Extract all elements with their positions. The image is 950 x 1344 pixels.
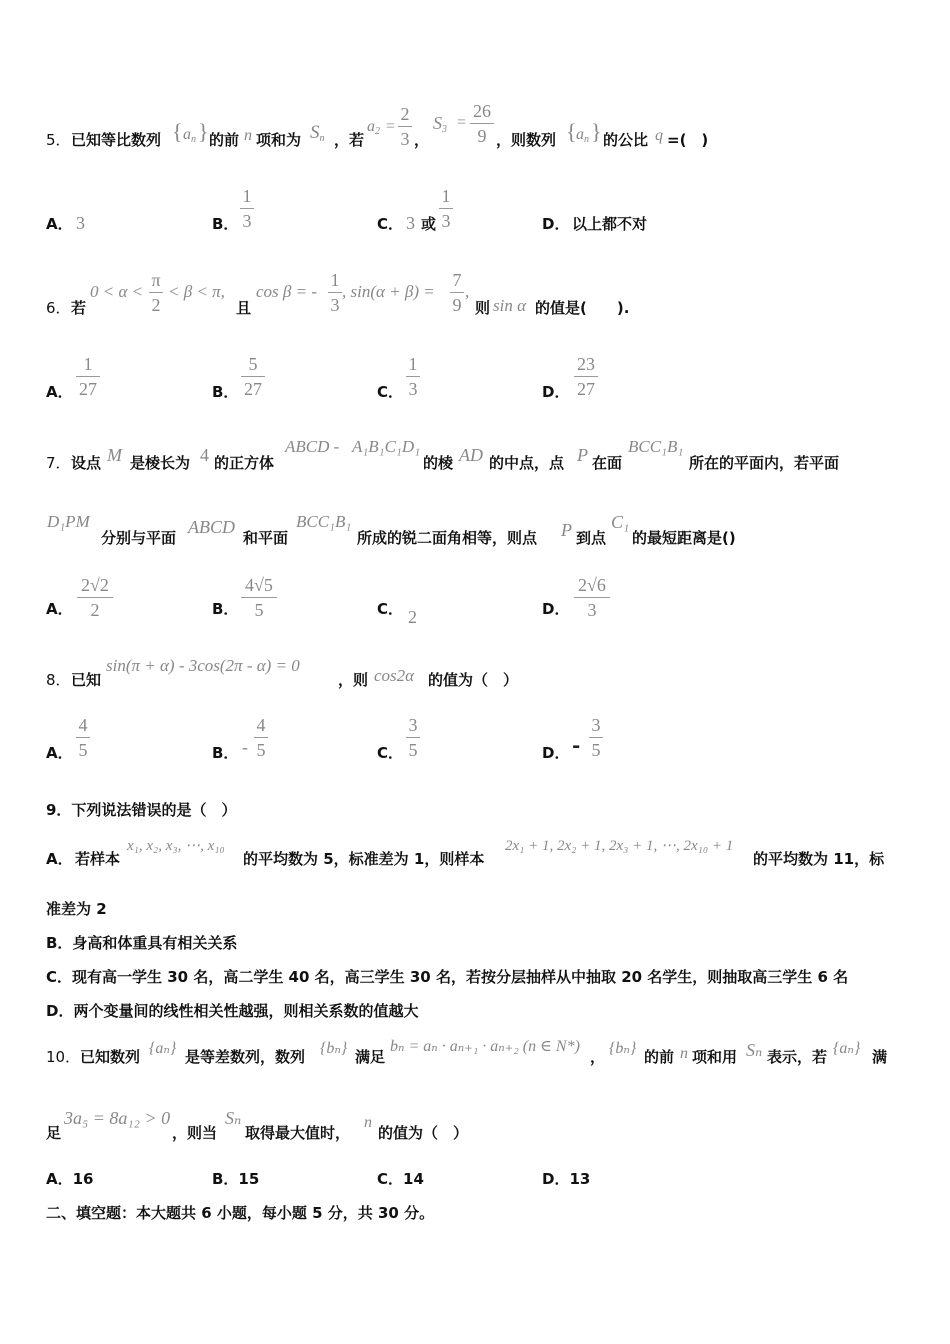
q7-face-2: BCC₁B₁ [296, 512, 352, 531]
q10-n-2: n [364, 1114, 372, 1131]
q7-P: P [577, 445, 588, 465]
q10-bn-2: {bₙ} [609, 1040, 637, 1057]
q7-text-1: 设点 [71, 454, 102, 472]
q8-equation: sin(π + α) - 3cos(2π - α) = 0 [106, 656, 300, 675]
q9-sample-x: x₁, x₂, x₃, ⋯, x₁₀ [127, 838, 225, 854]
q8-option-C-label: C． [377, 744, 404, 762]
q10-Sn-2: Sₙ [225, 1108, 242, 1128]
q7-option-A-label: A． [46, 600, 73, 618]
q7-cube-ABCD: ABCD - [285, 437, 340, 456]
q5-text-1: 已知等比数列 [71, 131, 162, 149]
q8-option-D-sign: - [572, 733, 581, 757]
q7-P-2: P [561, 520, 572, 540]
q6-option-C-label: C． [377, 383, 404, 401]
q10-text-7: 满 [872, 1048, 888, 1066]
q6-pi-over-2: π 2 [149, 270, 163, 315]
q7-option-D-label: D． [542, 600, 570, 618]
q7-text-7: 所在的平面内，若平面 [689, 454, 840, 472]
q5-text-2: 的前 [209, 131, 240, 149]
q7-text-5: 的中点，点 [489, 454, 565, 472]
q7-ABCD: ABCD [188, 517, 235, 537]
q7-option-D-fraction: 2√6 3 [574, 575, 610, 620]
q9-option-C: C．现有高一学生 30 名，高二学生 40 名，高三学生 30 名，若按分层抽样从中抽取 20 名学生，则抽取高三学生 6 名 [46, 968, 849, 986]
q6-text-1: 若 [71, 299, 87, 317]
q9-option-D: D．两个变量间的线性相关性越强，则相关系数的值越大 [46, 1002, 419, 1020]
q10-text-2: 是等差数列，数列 [185, 1048, 306, 1066]
q10-text-8: 足 [46, 1124, 62, 1142]
q6-option-C-fraction: 1 3 [406, 354, 420, 399]
q8-option-B-label: B． [212, 744, 239, 762]
q9-option-A-text-4: 准差为 2 [46, 900, 107, 918]
q5-option-B-fraction: 1 3 [240, 186, 254, 231]
q9-option-A-text-3: 的平均数为 11，标 [753, 850, 885, 868]
q7-text-6: 在面 [592, 454, 623, 472]
q7-four: 4 [200, 445, 209, 465]
q5-a2: $a_2$ [367, 118, 380, 137]
q10-option-B: B．15 [212, 1170, 260, 1188]
q10-text-6: 表示，若 [767, 1048, 828, 1066]
q5-S3: $S_3$ [433, 113, 447, 135]
q10-an-2: {aₙ} [833, 1040, 861, 1057]
q5-option-B-label: B． [212, 215, 239, 233]
q5-option-D-text: 以上都不对 [572, 215, 648, 233]
q5-fraction-26-9: 26 9 [470, 101, 494, 146]
q6-number: 6． [46, 299, 71, 317]
q7-text-9: 和平面 [243, 529, 289, 547]
q6-inequality-2: < β < π, [168, 282, 225, 301]
q10-n: n [680, 1045, 688, 1062]
q7-M: M [107, 445, 122, 465]
q6-option-A-label: A． [46, 383, 73, 401]
q6-sin-alpha: sin α [493, 296, 527, 315]
q8-text-1: 已知 [71, 671, 102, 689]
q9-option-B: B．身高和体重具有相关关系 [46, 934, 238, 952]
q6-cos-beta: cos β = - [256, 282, 318, 301]
q5-text-7: =( ) [667, 131, 709, 149]
q7-text-11: 到点 [576, 529, 607, 547]
q7-number: 7． [46, 454, 71, 472]
q5-brace-open: { [172, 119, 183, 144]
q5-eq: = [386, 118, 396, 135]
q7-text-3: 的正方体 [214, 454, 275, 472]
q5-option-C-label: C． [377, 215, 404, 233]
q10-text-5: 项和用 [692, 1048, 738, 1066]
q8-cos2a: cos2α [374, 666, 415, 685]
q6-text-4: 的值是( ). [535, 299, 630, 317]
q7-option-B-label: B． [212, 600, 239, 618]
section-2-heading: 二、填空题：本大题共 6 小题，每小题 5 分，共 30 分。 [46, 1204, 435, 1222]
q5-option-C-or: 或 [421, 215, 437, 233]
q6-comma: , [465, 282, 470, 301]
q5-brace-close: } [198, 119, 209, 144]
q10-option-C: C．14 [377, 1170, 424, 1188]
q7-cube-A1B1C1D1: A₁B₁C₁D₁ [352, 437, 421, 456]
q10-text-3: 满足 [355, 1048, 386, 1066]
q5-eq2: = [457, 114, 467, 131]
q7-plane-D1PM: D₁PM [47, 512, 90, 531]
q7-option-B-fraction: 4√5 5 [241, 575, 277, 620]
q7-option-C-label: C． [377, 600, 404, 618]
q6-fraction-1-3: 1 3 [328, 270, 342, 315]
q10-text-4: 的前 [644, 1048, 675, 1066]
q10-bn-formula: bₙ = aₙ · aₙ₊₁ · aₙ₊₂ (n ∈ N*) [390, 1038, 580, 1055]
q6-fraction-7-9: 7 9 [450, 270, 464, 315]
q9-option-A-label: A． [46, 850, 73, 868]
q5-fraction-2-3: 2 3 [398, 104, 412, 149]
q7-text-10: 所成的锐二面角相等，则点 [357, 529, 538, 547]
q8-option-B-sign: - [242, 737, 248, 757]
q5-option-A-label: A． [46, 215, 73, 233]
q7-text-12: 的最短距离是() [632, 529, 736, 547]
q10-an: {aₙ} [149, 1040, 177, 1057]
q5-brace-close-2: } [591, 119, 602, 144]
q5-number: 5． [46, 131, 71, 149]
q6-option-B-fraction: 5 27 [241, 354, 265, 399]
q8-text-3: 的值为（ ） [428, 671, 519, 689]
q7-option-A-fraction: 2√2 2 [77, 575, 113, 620]
q5-comma: ， [414, 131, 430, 149]
q7-face-BCC1B1: BCC₁B₁ [628, 437, 684, 456]
q6-inequality-1: 0 < α < [90, 282, 144, 301]
q8-text-2: ，则 [338, 671, 369, 689]
q9-sample-2x-plus-1: 2x₁ + 1, 2x₂ + 1, 2x₃ + 1, ⋯, 2x₁₀ + 1 [505, 838, 734, 854]
q9-option-A-text-1: 若样本 [75, 850, 121, 868]
q6-text-3: 则 [475, 299, 491, 317]
q5-n: n [244, 127, 252, 144]
q6-sin-alpha-beta: , sin(α + β) = [342, 282, 435, 301]
q10-bn: {bₙ} [320, 1040, 348, 1057]
q7-text-4: 的棱 [423, 454, 454, 472]
q5-text-3: 项和为 [256, 131, 302, 149]
q5-q: q [655, 127, 663, 144]
q7-text-2: 是棱长为 [130, 454, 191, 472]
q10-comma: ， [590, 1048, 606, 1066]
q8-option-B-fraction: 4 5 [254, 715, 268, 760]
q10-text-9: ，则当 [172, 1124, 218, 1142]
q5-text-5: ，则数列 [496, 131, 557, 149]
q8-option-D-fraction: 3 5 [589, 715, 603, 760]
q5-option-D-label: D． [542, 215, 570, 233]
q8-option-D-label: D． [542, 744, 570, 762]
q5-option-C-fraction: 1 3 [439, 186, 453, 231]
q6-option-D-fraction: 23 27 [574, 354, 598, 399]
q9-option-A-text-2: 的平均数为 5，标准差为 1，则样本 [243, 850, 485, 868]
q10-text-11: 的值为（ ） [378, 1124, 469, 1142]
q8-option-A-label: A． [46, 744, 73, 762]
q5-text-6: 的公比 [603, 131, 649, 149]
q8-option-C-fraction: 3 5 [406, 715, 420, 760]
q5-text-4: ，若 [334, 131, 365, 149]
q6-option-B-label: B． [212, 383, 239, 401]
q5-option-A-value: 3 [76, 213, 85, 233]
q8-number: 8． [46, 671, 71, 689]
q10-condition: 3a₅ = 8a₁₂ > 0 [64, 1108, 171, 1128]
q8-option-A-fraction: 4 5 [76, 715, 90, 760]
q6-option-A-fraction: 1 27 [76, 354, 100, 399]
q7-AD: AD [459, 445, 483, 465]
q10-option-D: D．13 [542, 1170, 591, 1188]
q6-option-D-label: D． [542, 383, 570, 401]
q5-an-2: $a_n$ [576, 126, 589, 145]
q10-text-10: 取得最大值时， [245, 1124, 351, 1142]
q10-text-1: 已知数列 [80, 1048, 141, 1066]
q7-option-C-value: 2 [408, 607, 417, 627]
q5-option-C-value: 3 [406, 213, 415, 233]
q9-title: 9．下列说法错误的是（ ） [46, 801, 237, 819]
q7-C1: C₁ [611, 512, 630, 532]
q5-an: $a_n$ [183, 126, 196, 145]
q10-option-A: A．16 [46, 1170, 94, 1188]
q10-Sn: Sₙ [746, 1040, 763, 1060]
q7-text-8: 分别与平面 [101, 529, 177, 547]
q5-Sn: $S_n$ [310, 122, 325, 144]
q6-text-2: 且 [236, 299, 252, 317]
q5-brace-open-2: { [566, 119, 577, 144]
q10-number: 10． [46, 1048, 81, 1066]
